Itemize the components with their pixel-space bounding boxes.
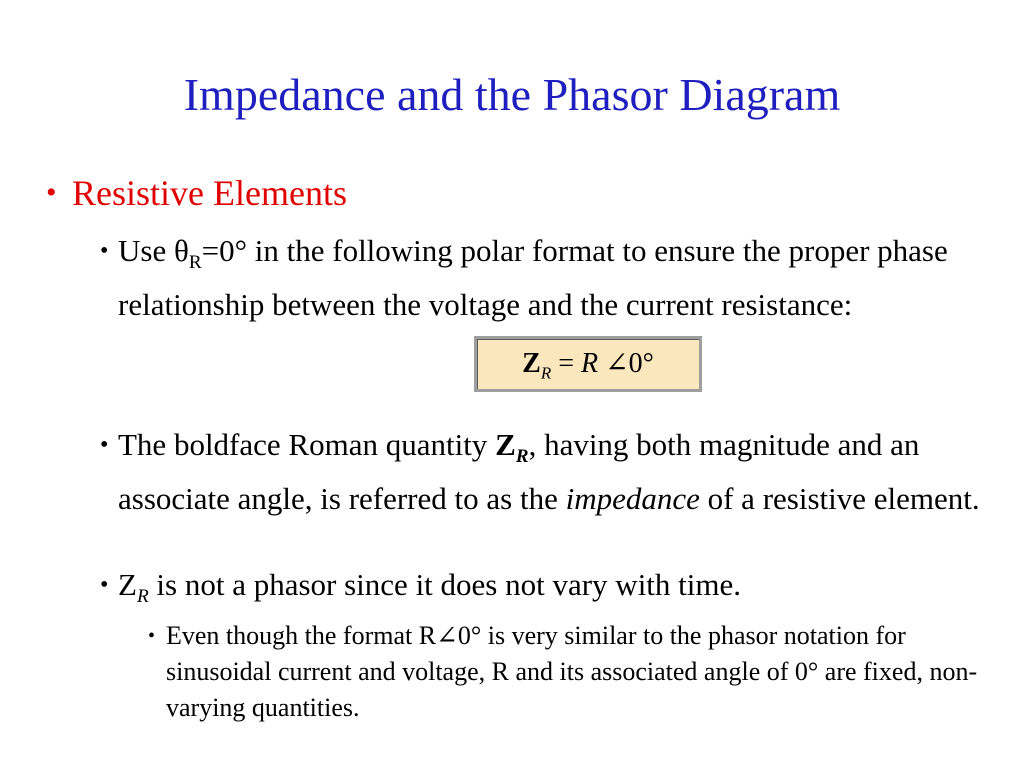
formula-angle: ∠0° [598, 348, 654, 379]
bullet-dot: • [148, 625, 156, 647]
bullet-boldface-quantity [100, 424, 1000, 520]
bullet-even-though [148, 618, 988, 726]
bullet-resistive-elements [46, 170, 946, 216]
p2-impedance: impedance [565, 481, 700, 517]
p1-post: =0° in the following polar format to ensure the proper phase relationship between the voltage and the current resistance: [118, 233, 948, 323]
bullet-dot: • [46, 176, 57, 209]
slide-title: Impedance and the Phasor Diagram [183, 69, 841, 120]
bullet-not-phasor [100, 564, 1000, 618]
formula-box [474, 336, 702, 392]
p2-sub: R [515, 446, 529, 468]
formula-z: Z [522, 348, 541, 379]
p3-z: Z [118, 567, 137, 602]
formula-r: R [581, 348, 599, 379]
paragraph-boldface-quantity [100, 424, 1000, 520]
paragraph-use-theta [100, 230, 1000, 326]
formula-sub: R [540, 363, 552, 383]
paragraph-not-phasor [100, 564, 1000, 618]
p1-sub: R [188, 252, 202, 274]
bullet-dot: • [100, 238, 109, 264]
p2-mid: , having both magnitude and an associate angle, is referred to as the [118, 427, 920, 517]
p1-pre: Use θ [118, 233, 189, 268]
heading-text: Resistive Elements [72, 173, 347, 213]
p2-pre: The boldface Roman quantity [118, 427, 496, 462]
p2-z: Z [495, 427, 516, 462]
bullet-dot: • [100, 572, 109, 598]
bullet-dot: • [100, 432, 109, 458]
formula-eq: = [551, 348, 582, 379]
paragraph-even-though: Even though the format R∠0° is very similar to the phasor notation for sinusoidal current and voltage, R and its associated angle of 0° are fixed, non-varying quantities. [166, 621, 978, 722]
p2-post: of a resistive element. [699, 481, 980, 517]
p3-sub: R [136, 586, 149, 608]
bullet-use-theta [100, 230, 1000, 326]
p3-post: is not a phasor since it does not vary with time. [148, 567, 742, 602]
